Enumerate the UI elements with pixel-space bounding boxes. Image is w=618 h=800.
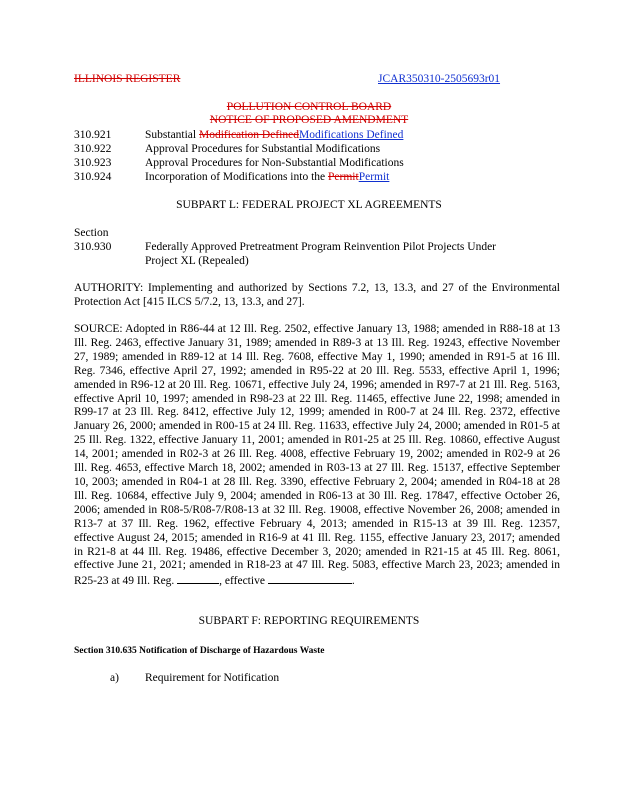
- authority-paragraph: AUTHORITY: Implementing and authorized by Sections 7.2, 13, 13.3, and 27 of the Environmental Protection Act [415 ILCS 5/7.2, 13, 13.3, and 27].: [74, 282, 560, 308]
- blank-ill-reg-page: [177, 573, 219, 584]
- source-tail-end: .: [351, 575, 355, 588]
- toc-number: 310.924: [74, 171, 112, 183]
- source-text: SOURCE: Adopted in R86-44 at 12 Ill. Reg. 2502, effective January 13, 1988; amended in R88-18 at 13 Ill. Reg. 2463, effective January 31, 1989; amended in R89-3 at 13 Ill. Reg. 19243, effective November 27, 1989; amended in R89-12 at 14 Ill. Reg. 7608, effective May 1, 1990; amended in R91-5 at 16 Ill. Reg. 7346, effective April 27, 1992; amended in R95-22 at 20 Ill. Reg. 5533, effective April 1, 1996; amended in R96-12 at 20 Ill. Reg. 10671, effective July 24, 1996; amended in R97-7 at 21 Ill. Reg. 5163, effective April 10, 1997; amended in R98-23 at 22 Ill. Reg. 11465, effective June 22, 1998; amended in R99-17 at 23 Ill. Reg. 8412, effective July 12, 1999; amended in R00-7 at 24 Ill. Reg. 2372, effective January 26, 2000; amended in R00-15 at 24 Ill. Reg. 11633, effective July 24, 2000; amended in R01-5 at 25 Ill. Reg. 1322, effective January 11, 2001; amended in R01-25 at 25 Ill. Reg. 10860, effective August 14, 2001; amended in R02-3 at 26 Ill. Reg. 4008, effective February 19, 2002; amended in R02-9 at 26 Ill. Reg. 4653, effective March 18, 2002; amended in R03-13 at 27 Ill. Reg. 15137, effective September 10, 2003; amended in R04-1 at 28 Ill. Reg. 3390, effective February 2, 2004; amended in R04-18 at 28 Ill. Reg. 10684, effective July 9, 2004; amended in R06-13 at 30 Ill. Reg. 17847, effective October 26, 2006; amended in R08-5/R08-7/R08-13 at 32 Ill. Reg. 19008, effective November 26, 2008; amended in R13-7 at 37 Ill. Reg. 1962, effective February 4, 2013; amended in R15-13 at 39 Ill. Reg. 12357, effective August 24, 2015; amended in R16-9 at 41 Ill. Reg. 1155, effective January 23, 2017; amended in R21-8 at 44 Ill. Reg. 19486, effective December 3, 2020; amended in R21-15 at 45 Ill. Reg. 8061, effective June 21, 2021; amended in R18-23 at 47 Ill. Reg. 5083, effective March 23, 2023; amended in R25-23 at 49 Ill. Reg.: [74, 323, 560, 588]
- toc-inserted-text: Permit: [358, 171, 390, 183]
- subpart-l-heading: SUBPART L: FEDERAL PROJECT XL AGREEMENTS: [176, 199, 442, 211]
- toc-entry-text: Approval Procedures for Substantial Modifications: [145, 143, 381, 155]
- toc-entry: [145, 129, 403, 142]
- section-635-heading: Section 310.635 Notification of Discharge of Hazardous Waste: [74, 646, 325, 656]
- toc-number: 310.923: [74, 157, 112, 169]
- toc-entry: [145, 171, 389, 184]
- register-header-deleted: ILLINOIS REGISTER: [74, 73, 181, 85]
- item-label: a): [110, 672, 119, 684]
- blank-effective-date: [268, 573, 352, 584]
- toc-entry-text: Incorporation of Modifications into the: [145, 171, 329, 183]
- source-tail-effective: , effective: [219, 575, 265, 588]
- toc-entry-text: Substantial: [145, 129, 199, 141]
- section-title-line1: Federally Approved Pretreatment Program Reinvention Pilot Projects Under: [145, 241, 496, 253]
- toc-number: 310.922: [74, 143, 112, 155]
- item-text: Requirement for Notification: [145, 672, 280, 684]
- section-title-line2: Project XL (Repealed): [145, 255, 249, 267]
- source-paragraph: [74, 323, 560, 589]
- toc-entry-text: Approval Procedures for Non-Substantial Modifications: [145, 157, 404, 169]
- jcar-header: [378, 73, 500, 86]
- board-title: POLLUTION CONTROL BOARD: [226, 101, 392, 113]
- notice-title: NOTICE OF PROPOSED AMENDMENT: [209, 114, 409, 126]
- toc-deleted-text: Permit: [328, 171, 359, 183]
- subpart-f-heading: SUBPART F: REPORTING REQUIREMENTS: [198, 615, 420, 627]
- toc-deleted-text: Modification Defined: [199, 129, 299, 141]
- toc-inserted-text: Modifications Defined: [298, 129, 404, 141]
- section-number: 310.930: [74, 241, 112, 253]
- jcar-inserted-text: JCAR350310-2505693r01: [378, 73, 501, 85]
- toc-number: 310.921: [74, 129, 112, 141]
- section-label: Section: [74, 227, 109, 239]
